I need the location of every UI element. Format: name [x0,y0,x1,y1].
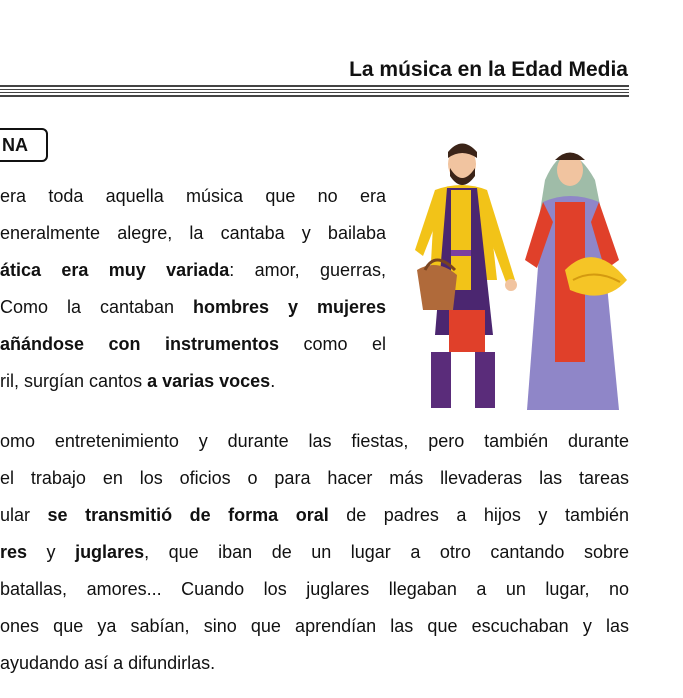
text-line: añándose con instrumentos como el [0,334,386,354]
text-line: batallas, amores... Cuando los juglares llegaban a un lugar, no [0,579,629,599]
text-line: Como la cantaban hombres y mujeres [0,297,386,317]
woman-figure [525,153,627,411]
text-line: era toda aquella música que no era [0,186,386,206]
medieval-couple-illustration [405,130,633,416]
text-line: res y juglares, que iban de un lugar a otro cantando sobre [0,542,629,562]
text-line: el trabajo en los oficios o para hacer más llevaderas las tareas [0,468,629,488]
header-divider [0,85,629,100]
text-line: ayudando así a difundirlas. [0,653,216,673]
text-line: ática era muy variada: amor, guerras, [0,260,386,280]
page-title: La música en la Edad Media [349,58,628,81]
text-line: eneralmente alegre, la cantaba y bailaba [0,223,386,243]
text-line: ril, surgían cantos a varias voces. [0,371,276,391]
text-line: ones que ya sabían, sino que aprendían las que escuchaban y las [0,616,629,636]
section-label: NA [0,128,48,162]
man-figure [415,144,517,409]
text-line: omo entretenimiento y durante las fiestas, pero también durante [0,431,629,451]
text-line: ular se transmitió de forma oral de padres a hijos y también [0,505,629,525]
